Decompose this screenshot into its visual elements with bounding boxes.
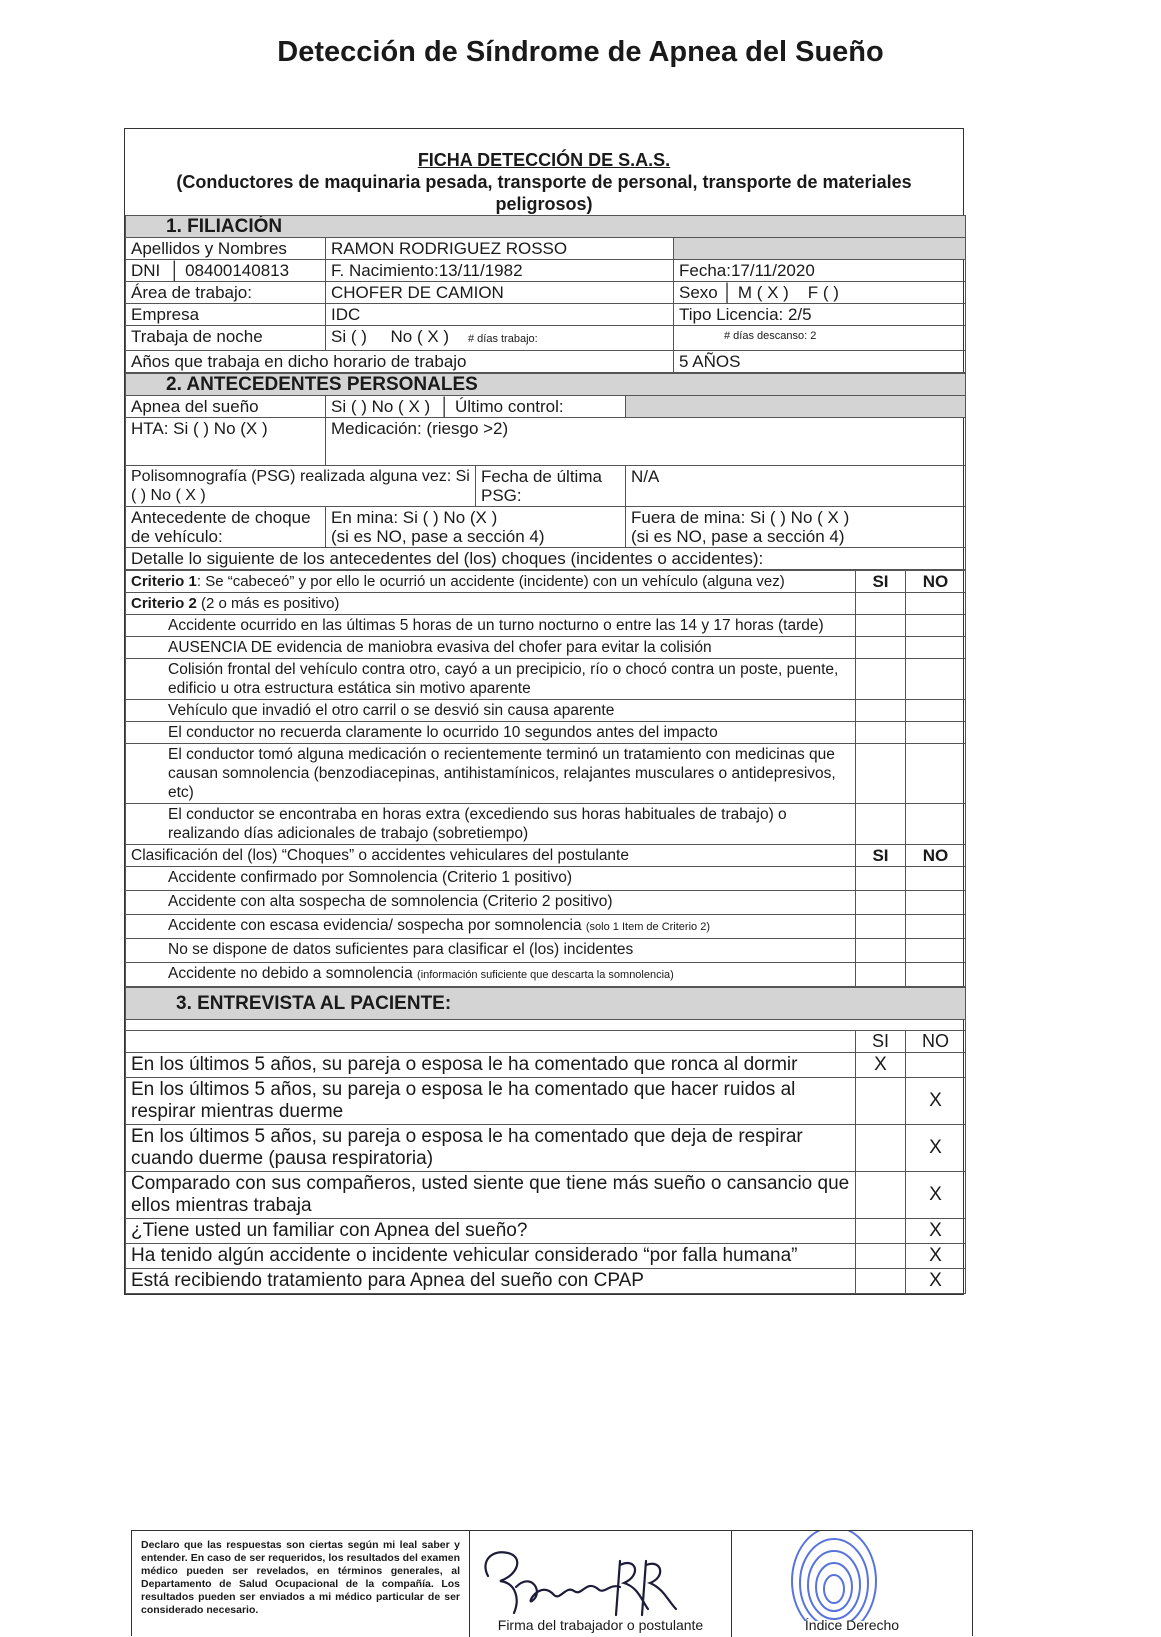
check-cell: [856, 915, 906, 939]
check-cell: [906, 804, 966, 845]
section-filiacion: [125, 215, 966, 373]
check-cell: [856, 939, 906, 963]
criterio-1: [126, 571, 856, 593]
answer-no: X: [906, 1219, 966, 1244]
apnea-answer: Si ( ) No ( X ): [331, 397, 431, 416]
huella-label: Índice Derecho: [804, 1617, 900, 1633]
noche-si: Si ( ): [331, 327, 367, 346]
signature-footer: [131, 1530, 973, 1636]
criterio-2-label: Criterio 2: [131, 595, 197, 612]
section-2-heading: 2. ANTECEDENTES PERSONALES: [126, 374, 966, 396]
area-label: Área de trabajo:: [126, 282, 326, 304]
check-cell: [906, 593, 966, 615]
answer-si: [856, 1125, 906, 1172]
en-mina-note: (si es NO, pase a sección 4): [331, 527, 545, 546]
gray-cell: [674, 238, 966, 260]
check-cell: [856, 867, 906, 891]
form-subtitle: (Conductores de maquinaria pesada, transporte de personal, transporte de materiales peligrosos): [176, 172, 912, 214]
answer-si: [856, 1219, 906, 1244]
noche-label: Trabaja de noche: [126, 326, 326, 351]
check-cell: [856, 744, 906, 804]
clasificacion-note: (solo 1 Item de Criterio 2): [585, 921, 710, 933]
check-cell: [856, 593, 906, 615]
empresa-value: IDC: [326, 304, 674, 326]
answer-no: [906, 1053, 966, 1078]
apellidos-label: Apellidos y Nombres: [126, 238, 326, 260]
si-header: SI: [856, 845, 906, 867]
psg-fecha-value: N/A: [626, 466, 966, 507]
clasificacion-item: [126, 915, 856, 939]
check-cell: [856, 700, 906, 722]
question-text: Ha tenido algún accidente o incidente vehicular considerado “por falla humana”: [126, 1244, 856, 1269]
no-header: NO: [906, 845, 966, 867]
check-cell: [856, 659, 906, 700]
clasificacion-text: Accidente no debido a somnolencia: [168, 965, 418, 982]
hta-value: HTA: Si ( ) No (X ): [126, 418, 326, 466]
fecha-value: Fecha:17/11/2020: [674, 260, 966, 282]
check-cell: [906, 637, 966, 659]
criterios-table: [125, 570, 966, 987]
section-antecedentes: [125, 373, 966, 570]
clasificacion-item: [126, 963, 856, 987]
detalle-label: Detalle lo siguiente de los antecedentes del (los) choques (incidentes o accidentes):: [126, 548, 966, 570]
check-cell: [906, 700, 966, 722]
ultimo-control: Último control:: [454, 397, 564, 416]
sexo-label: Sexo: [679, 283, 718, 302]
si-header: SI: [856, 1031, 906, 1053]
licencia-value: Tipo Licencia: 2/5: [674, 304, 966, 326]
check-cell: [856, 615, 906, 637]
answer-no: X: [906, 1269, 966, 1294]
dias-trabajo: # días trabajo:: [467, 333, 538, 345]
fingerprint-box: [732, 1531, 972, 1637]
question-text: En los últimos 5 años, su pareja o esposa le ha comentado que hacer ruidos al respirar mientras duerme: [126, 1078, 856, 1125]
criterio-2-item: Accidente ocurrido en las últimas 5 horas de un turno nocturno o entre las 14 y 17 horas (tarde): [126, 615, 856, 637]
dias-descanso: # días descanso: 2: [674, 326, 966, 351]
criterio-2: [126, 593, 856, 615]
criterio-2-item: El conductor tomó alguna medicación o recientemente terminó un tratamiento con medicinas que causan somnolencia (benzodiacepinas, antihistamínicos, relajantes musculares o antidepresivos, etc): [126, 744, 856, 804]
apnea-label: Apnea del sueño: [126, 396, 326, 418]
question-text: En los últimos 5 años, su pareja o esposa le ha comentado que ronca al dormir: [126, 1053, 856, 1078]
sexo-cell: Sexo │ M ( X ) F ( ): [674, 282, 966, 304]
clasificacion-label: Clasificación del (los) “Choques” o accidentes vehiculares del postulante: [126, 845, 856, 867]
answer-si: [856, 1078, 906, 1125]
check-cell: [906, 963, 966, 987]
declaration-text: Declaro que las respuestas son ciertas según mi leal saber y entender. En caso de ser requeridos, los resultados del examen médico pueden ser revelados, en términos generales, al Departamento de Salud Ocupacional de la compañía. Los resultados pueden ser enviados a mi médico particular de ser considerado necesario.: [132, 1531, 470, 1637]
answer-no: X: [906, 1078, 966, 1125]
gray-cell: [626, 396, 966, 418]
sexo-f: F ( ): [807, 283, 839, 302]
no-header: NO: [906, 571, 966, 593]
clasificacion-text: Accidente con escasa evidencia/ sospecha por somnolencia: [168, 917, 586, 934]
check-cell: [856, 891, 906, 915]
handwritten-signature: [470, 1531, 732, 1621]
check-cell: [906, 615, 966, 637]
apellidos-value: RAMON RODRIGUEZ ROSSO: [326, 238, 674, 260]
area-value: CHOFER DE CAMION: [326, 282, 674, 304]
document-title: Detección de Síndrome de Apnea del Sueño: [277, 36, 884, 68]
clasificacion-item: [126, 939, 856, 963]
clasificacion-text: Accidente confirmado por Somnolencia (Criterio 1 positivo): [168, 869, 573, 886]
check-cell: [906, 659, 966, 700]
answer-no: X: [906, 1244, 966, 1269]
section-3-heading: 3. ENTREVISTA AL PACIENTE:: [126, 988, 966, 1020]
answer-si: [856, 1269, 906, 1294]
apnea-value: Si ( ) No ( X ) │ Último control:: [326, 396, 626, 418]
noche-value: [326, 326, 674, 351]
check-cell: [906, 722, 966, 744]
form-header: [125, 129, 963, 215]
answer-si: [856, 1172, 906, 1219]
question-text: ¿Tiene usted un familiar con Apnea del sueño?: [126, 1219, 856, 1244]
check-cell: [906, 891, 966, 915]
anios-value: 5 AÑOS: [674, 351, 966, 373]
dni-value: 08400140813: [185, 261, 290, 280]
si-header: SI: [856, 571, 906, 593]
form-title: FICHA DETECCIÓN DE S.A.S.: [417, 150, 671, 170]
blank-header: [126, 1031, 856, 1053]
signature-box: [470, 1531, 732, 1637]
check-cell: [856, 637, 906, 659]
check-cell: [906, 915, 966, 939]
no-header: NO: [906, 1031, 966, 1053]
clasificacion-text: Accidente con alta sospecha de somnolencia (Criterio 2 positivo): [168, 893, 613, 910]
criterio-2-item: Vehículo que invadió el otro carril o se desvió sin causa aparente: [126, 700, 856, 722]
answer-si: X: [856, 1053, 906, 1078]
check-cell: [856, 804, 906, 845]
question-text: Está recibiendo tratamiento para Apnea del sueño con CPAP: [126, 1269, 856, 1294]
clasificacion-item: [126, 867, 856, 891]
check-cell: [906, 867, 966, 891]
en-mina-value: En mina: Si ( ) No (X ): [331, 508, 498, 527]
criterio-2-item: El conductor no recuerda claramente lo ocurrido 10 segundos antes del impacto: [126, 722, 856, 744]
psg-fecha-label: Fecha de última PSG:: [476, 466, 626, 507]
question-text: Comparado con sus compañeros, usted siente que tiene más sueño o cansancio que ellos mientras trabaja: [126, 1172, 856, 1219]
check-cell: [906, 939, 966, 963]
empresa-label: Empresa: [126, 304, 326, 326]
section-entrevista: [125, 987, 966, 1294]
fuera-mina-cell: [626, 507, 966, 548]
fuera-mina-note: (si es NO, pase a sección 4): [631, 527, 845, 546]
fingerprint-icon: [732, 1531, 972, 1621]
spacer-row: [126, 1020, 966, 1031]
check-cell: [906, 744, 966, 804]
clasificacion-item: [126, 891, 856, 915]
firma-label: Firma del trabajador o postulante: [497, 1617, 704, 1633]
section-1-heading: 1. FILIACIÓN: [126, 216, 966, 238]
noche-no: No ( X ): [390, 327, 450, 346]
criterio-1-label: Criterio 1: [131, 573, 197, 590]
nacimiento-value: F. Nacimiento:13/11/1982: [326, 260, 674, 282]
question-text: En los últimos 5 años, su pareja o esposa le ha comentado que deja de respirar cuando duerme (pausa respiratoria): [126, 1125, 856, 1172]
en-mina-cell: [326, 507, 626, 548]
answer-no: X: [906, 1125, 966, 1172]
fuera-mina-value: Fuera de mina: Si ( ) No ( X ): [631, 508, 850, 527]
check-cell: [856, 722, 906, 744]
sexo-m: M ( X ): [737, 283, 789, 302]
answer-si: [856, 1244, 906, 1269]
criterio-2-item: Colisión frontal del vehículo contra otro, cayó a un precipicio, río o chocó contra un poste, puente, edificio u otra estructura estática sin motivo aparente: [126, 659, 856, 700]
dni-label: DNI: [131, 261, 161, 280]
choque-label: Antecedente de choque de vehículo:: [126, 507, 326, 548]
answer-no: X: [906, 1172, 966, 1219]
sas-form: [124, 128, 964, 1295]
clasificacion-text: No se dispone de datos suficientes para clasificar el (los) incidentes: [168, 941, 634, 958]
anios-label: Años que trabaja en dicho horario de trabajo: [126, 351, 674, 373]
clasificacion-note: (información suficiente que descarta la somnolencia): [417, 969, 674, 981]
criterio-2-text: (2 o más es positivo): [196, 595, 340, 612]
criterio-1-text: : Se “cabeceó” y por ello le ocurrió un accidente (incidente) con un vehículo (alguna vez): [196, 573, 785, 590]
check-cell: [856, 963, 906, 987]
criterio-2-item: El conductor se encontraba en horas extra (excediendo sus horas habituales de trabajo) o realizando días adicionales de trabajo (sobretiempo): [126, 804, 856, 845]
dni-cell: DNI │ 08400140813: [126, 260, 326, 282]
psg-question: Polisomnografía (PSG) realizada alguna vez: Si ( ) No ( X ): [126, 466, 476, 507]
criterio-2-item: AUSENCIA DE evidencia de maniobra evasiva del chofer para evitar la colisión: [126, 637, 856, 659]
medicacion-label: Medicación: (riesgo >2): [326, 418, 966, 466]
